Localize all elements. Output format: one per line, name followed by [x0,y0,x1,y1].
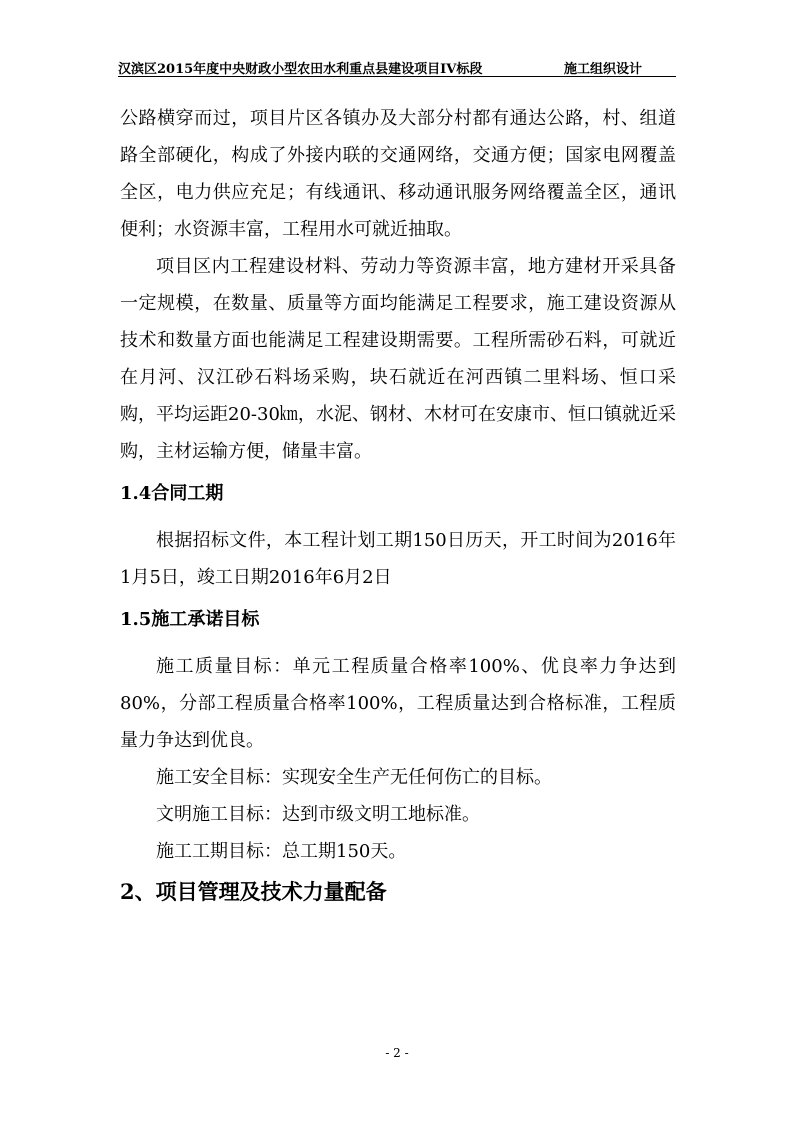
paragraph-quality-target: 施工质量目标：单元工程质量合格率100%、优良率力争达到80%，分部工程质量合格率100%，工程质量达到合格标准，工程质量力争达到优良。 [120,656,676,751]
section-heading-targets: 1.5施工承诺目标 [120,609,260,630]
header-doc-type: 施工组织设计 [563,62,642,77]
section-heading-contract-period: 1.4合同工期 [120,483,224,504]
paragraph-safety-target: 施工安全目标：实现安全生产无任何伤亡的目标。 [156,767,552,788]
page-body [120,100,676,912]
paragraph-materials: 项目区内工程建设材料、劳动力等资源丰富，地方建材开采具备一定规模，在数量、质量等方面均能满足工程要求，施工建设资源从技术和数量方面也能满足工程建设期需要。工程所需砂石料，可就近在月河、汉江砂石料场采购，块石就近在河西镇二里料场、恒口采购，平均运距20-30㎞，水泥、钢材、木材可在安康市、恒口镇就近采购，主材运输方便，储量丰富。 [120,256,676,462]
chapter-heading-management: 2、项目管理及技术力量配备 [120,879,387,904]
paragraph-civilized-target: 文明施工目标：达到市级文明工地标准。 [156,804,480,825]
page-number: - 2 - [385,1046,409,1060]
paragraph-contract-period: 根据招标文件，本工程计划工期150日历天，开工时间为2016年1月5日，竣工日期2016年6月2日 [120,530,676,588]
paragraph-transport: 公路横穿而过，项目片区各镇办及大部分村都有通达公路，村、组道路全部硬化，构成了外接内联的交通网络，交通方便；国家电网覆盖全区，电力供应充足；有线通讯、移动通讯服务网络覆盖全区，通讯便利；水资源丰富，工程用水可就近抽取。 [120,108,676,240]
header-project-title: 汉滨区2015年度中央财政小型农田水利重点县建设项目IV标段 [118,62,483,77]
paragraph-schedule-target: 施工工期目标：总工期150天。 [156,841,407,862]
page-header [118,56,676,77]
